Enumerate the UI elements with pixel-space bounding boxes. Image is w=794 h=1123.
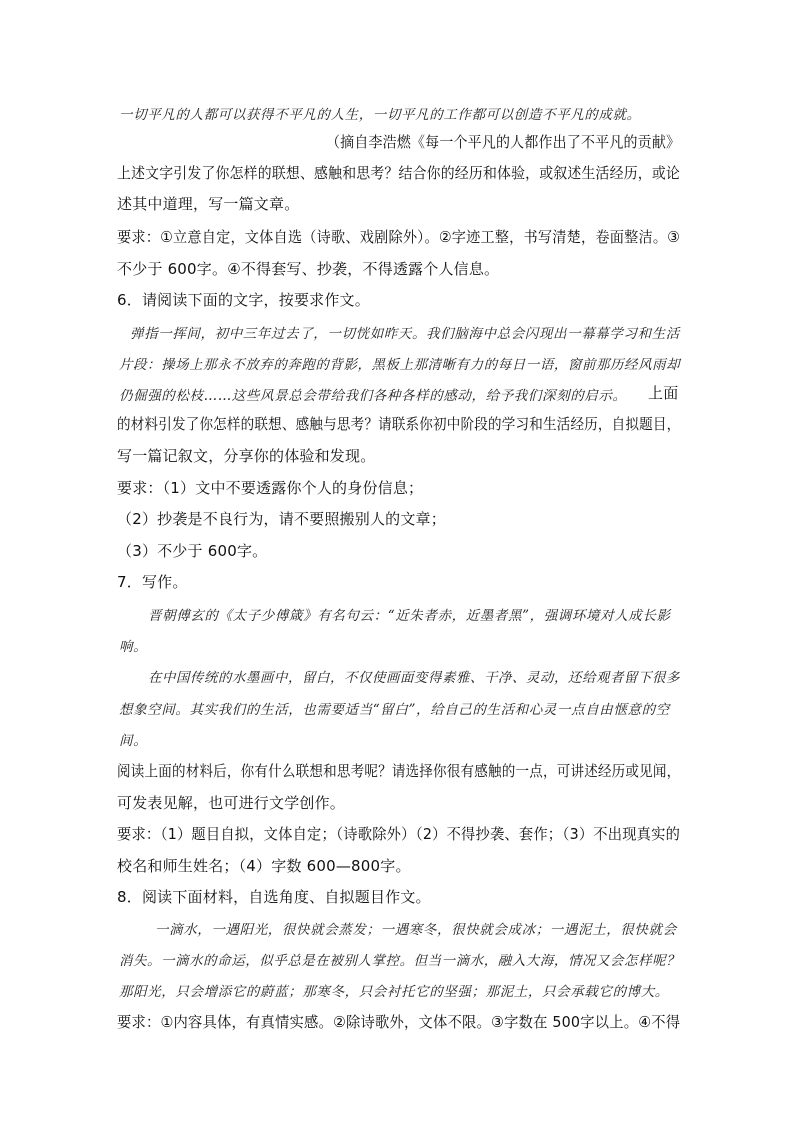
- q7-material-line-4: 想象空间。其实我们的生活，也需要适当“留白”，给自己的生活和心灵一点自由惬意的空: [119, 702, 670, 718]
- q8-heading: 8．阅读下面材料，自选角度、自拟题目作文。: [117, 888, 431, 906]
- q8-requirements-line-1: 要求：①内容具体，有真情实感。②除诗歌外，文体不限。③字数在 500字以上。④不得: [117, 1013, 681, 1031]
- q8-material-line-1: 一滴水，一遇阳光，很快就会蒸发；一遇寒冬，很快就会成冰；一遇泥土，很快就会: [155, 922, 677, 938]
- q6-prompt-line-2: 写一篇记叙文，分享你的体验和发现。: [117, 447, 376, 465]
- q6-requirement-3: （3）不少于 600字。: [117, 542, 268, 560]
- q5-prompt-line-2: 述其中道理，写一篇文章。: [117, 195, 300, 213]
- q7-heading: 7．写作。: [117, 573, 188, 591]
- q6-material-line-3: 仍倔强的松枝……这些风景总会带给我们各种各样的感动，给予我们深刻的启示。: [119, 388, 627, 404]
- q6-material-line-1: 弹指一挥间，初中三年过去了，一切恍如昨天。我们脑海中总会闪现出一幕幕学习和生活: [130, 326, 680, 342]
- quote-line: 一切平凡的人都可以获得不平凡的人生，一切平凡的工作都可以创造不平凡的成就。: [119, 107, 641, 123]
- q7-requirements-line-1: 要求：（1）题目自拟，文体自定；（诗歌除外）（2）不得抄袭、套作；（3）不出现真实的: [117, 825, 681, 843]
- q6-heading: 6．请阅读下面的文字，按要求作文。: [117, 291, 370, 309]
- q7-prompt-line-2: 可发表见解，也可进行文学创作。: [117, 794, 346, 812]
- quote-source: （摘自李浩燃《每一个平凡的人都作出了不平凡的贡献》: [326, 133, 681, 151]
- q6-material-line-2: 片段：操场上那永不放弃的奔跑的背影，黑板上那清晰有力的每日一语，窗前那历经风雨却: [119, 357, 681, 373]
- q6-requirement-2: （2）抄袭是不良行为，请不要照搬别人的文章；: [117, 510, 446, 528]
- q5-requirements-line-2: 不少于 600字。④不得套写、抄袭，不得透露个人信息。: [117, 260, 500, 278]
- q8-material-line-3: 那阳光，只会增添它的蔚蓝；那寒冬，只会衬托它的坚强；那泥土，只会承载它的博大。: [119, 984, 669, 1000]
- q7-material-line-1: 晋朝傅玄的《太子少傅箴》有名句云：“近朱者赤，近墨者黑”，强调环境对人成长影: [148, 608, 671, 624]
- q6-requirement-1: 要求：（1）文中不要透露你个人的身份信息；: [117, 479, 424, 497]
- q7-material-line-2: 响。: [119, 639, 148, 655]
- q5-prompt-line-1: 上述文字引发了你怎样的联想、感触和思考？结合你的经历和体验，或叙述生活经历，或论: [117, 164, 681, 182]
- q8-material-line-2: 消失。一滴水的命运，似乎总是在被别人掌控。但当一滴水，融入大海，情况又会怎样呢？: [119, 953, 681, 969]
- q5-requirements-line-1: 要求：①立意自定，文体自选（诗歌、戏剧除外）。②字迹工整，书写清楚，卷面整洁。③: [117, 228, 681, 246]
- q7-requirements-line-2: 校名和师生姓名；（4）字数 600—800字。: [117, 857, 411, 875]
- q6-prompt-line-1: 的材料引发了你怎样的联想、感触与思考？请联系你初中阶段的学习和生活经历，自拟题目，: [117, 415, 681, 433]
- q7-material-line-3: 在中国传统的水墨画中，留白，不仅使画面变得素雅、干净、灵动，还给观者留下很多: [148, 670, 681, 686]
- q6-prompt-start: 上面: [648, 384, 679, 402]
- q7-prompt-line-1: 阅读上面的材料后，你有什么联想和思考呢？请选择你很有感触的一点，可讲述经历或见闻，: [117, 762, 681, 780]
- q7-material-line-5: 间。: [119, 733, 148, 749]
